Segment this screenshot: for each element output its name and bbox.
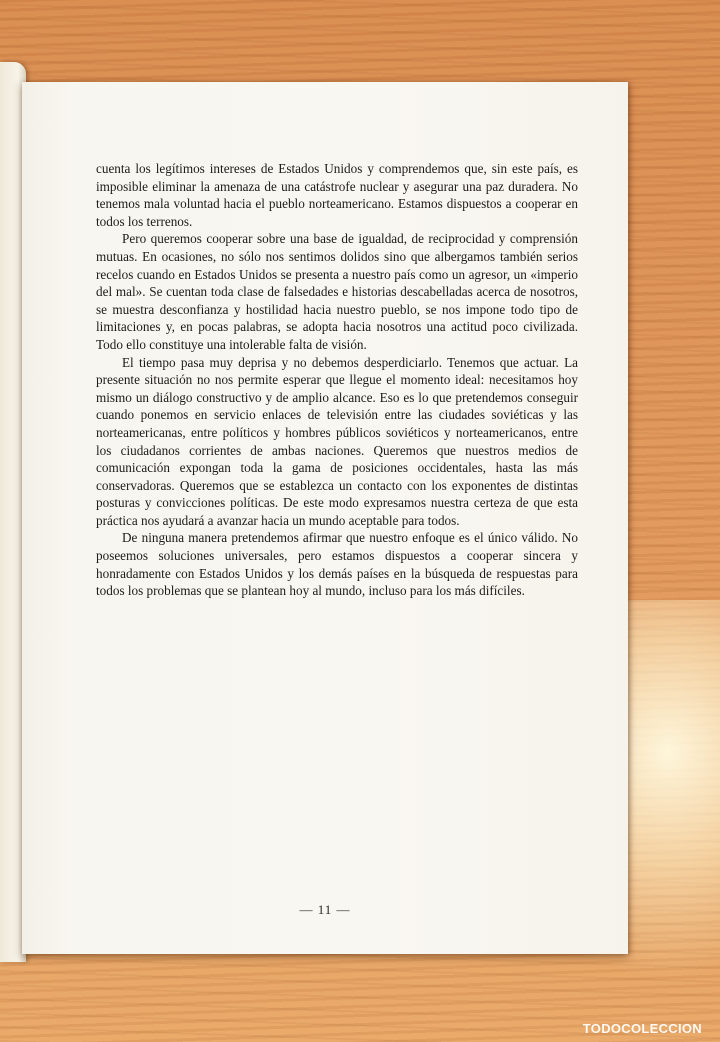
page-number: — 11 —: [299, 902, 351, 917]
watermark: TODOCOLECCION: [582, 1021, 702, 1036]
paragraph-2: Pero queremos cooperar sobre una base de igualdad, de reciprocidad y comprensión mutuas. En ocasiones, no sólo nos sentimos dolidos sino que albergamos también serios recelos cuando en Estados Unidos se presenta a nuestro país como un agresor, un «imperio del mal». Se cuentan toda clase de falsedades e historias descabelladas acerca de nosotros, se muestra desconfianza y hostilidad hacia nuestro pueblo, se nos impone todo tipo de limitaciones y, en pocas palabras, se adopta hacia nosotros una actitud poco civilizada. Todo ello constituye una intolerable falta de visión.: [96, 231, 578, 352]
body-text: [96, 160, 578, 600]
paragraph-4: De ninguna manera pretendemos afirmar que nuestro enfoque es el único válido. No poseemos soluciones universales, pero estamos dispuestos a cooperar sincera y honradamente con Estados Unidos y los demás países en la búsqueda de respuestas para todos los problemas que se plantean hoy al mundo, incluso para los más difíciles.: [96, 530, 578, 599]
paragraph-3: El tiempo pasa muy deprisa y no debemos desperdiciarlo. Tenemos que actuar. La presente situación no nos permite esperar que llegue el momento ideal: necesitamos hoy mismo un diálogo constructivo y de amplio alcance. Eso es lo que pretendemos conseguir cuando ponemos en servicio enlaces de televisión entre las ciudades soviéticas y las norteamericanas, entre políticos y hombres públicos soviéticos y norteamericanos, entre los ciudadanos corrientes de ambas naciones. Queremos que nuestros medios de comunicación expongan toda la gama de posiciones occidentales, hasta las más conservadoras. Queremos que se establezca un contacto con los exponentes de distintas posturas y convicciones políticas. De este modo expresamos nuestra certeza de que esta práctica nos ayudará a avanzar hacia un mundo aceptable para todos.: [96, 354, 578, 528]
paragraph-1: cuenta los legítimos intereses de Estados Unidos y comprendemos que, sin este país, es imposible eliminar la amenaza de una catástrofe nuclear y asegurar una paz duradera. No tenemos mala voluntad hacia el pueblo norteamericano. Estamos dispuestos a cooperar en todos los terrenos.: [96, 161, 578, 229]
book-page: [22, 82, 628, 954]
